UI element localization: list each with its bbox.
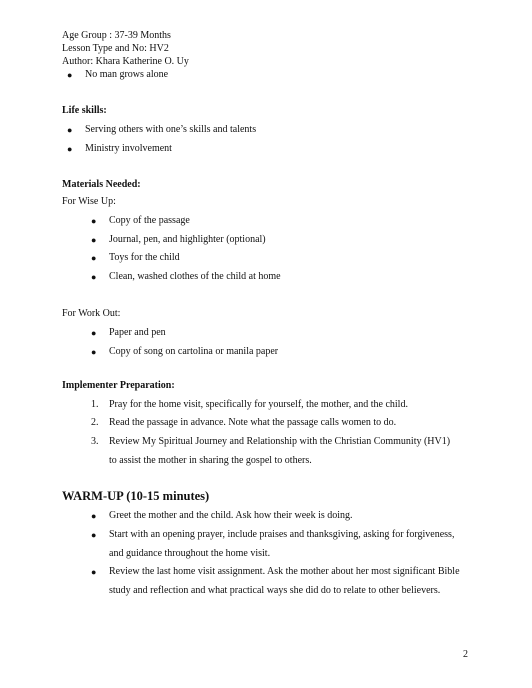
life-skill-item: Serving others with one’s skills and talents	[85, 124, 257, 135]
preparation-heading: Implementer Preparation:	[62, 380, 175, 391]
list-number: 2.	[91, 417, 99, 428]
work-out-item: Paper and pen	[109, 327, 166, 338]
bullet-icon: ●	[91, 511, 97, 521]
age-group: Age Group : 37-39 Months	[62, 30, 171, 41]
bullet-icon: ●	[91, 530, 97, 540]
header-bullet-text: No man grows alone	[85, 69, 169, 80]
warmup-item-continued: and guidance throughout the home visit.	[109, 548, 271, 559]
warmup-item-continued: study and reflection and what practical ways she did do to relate to other believers.	[109, 585, 441, 596]
bullet-icon: ●	[91, 253, 97, 263]
wise-up-item: Journal, pen, and highlighter (optional)	[109, 234, 266, 245]
warmup-item: Start with an opening prayer, include praises and thanksgiving, asking for forgiveness,	[109, 529, 455, 540]
bullet-icon: ●	[91, 235, 97, 245]
warmup-item: Review the last home visit assignment. Ask the mother about her most significant Bible	[109, 566, 460, 577]
wise-up-item: Toys for the child	[109, 252, 180, 263]
work-out-label: For Work Out:	[62, 308, 121, 319]
preparation-item: Read the passage in advance. Note what the passage calls women to do.	[109, 417, 397, 428]
life-skill-item: Ministry involvement	[85, 143, 172, 154]
wise-up-label: For Wise Up:	[62, 196, 116, 207]
wise-up-item: Copy of the passage	[109, 215, 190, 226]
preparation-item: Pray for the home visit, specifically for yourself, the mother, and the child.	[109, 399, 408, 410]
preparation-item-continued: to assist the mother in sharing the gospel to others.	[109, 455, 312, 466]
bullet-icon: ●	[67, 125, 73, 135]
bullet-icon: ●	[91, 216, 97, 226]
bullet-icon: ●	[91, 567, 97, 577]
bullet-icon: ●	[67, 70, 73, 80]
warmup-heading: WARM-UP (10-15 minutes)	[62, 489, 210, 503]
work-out-item: Copy of song on cartolina or manila paper	[109, 346, 279, 357]
warmup-item: Greet the mother and the child. Ask how their week is doing.	[109, 510, 353, 521]
materials-heading: Materials Needed:	[62, 179, 141, 190]
list-number: 1.	[91, 399, 99, 410]
life-skills-heading: Life skills:	[62, 105, 107, 116]
bullet-icon: ●	[67, 144, 73, 154]
wise-up-item: Clean, washed clothes of the child at home	[109, 271, 281, 282]
preparation-item: Review My Spiritual Journey and Relationship with the Christian Community (HV1)	[109, 436, 451, 447]
author: Author: Khara Katherine O. Uy	[62, 56, 189, 67]
bullet-icon: ●	[91, 347, 97, 357]
list-number: 3.	[91, 436, 99, 447]
bullet-icon: ●	[91, 272, 97, 282]
bullet-icon: ●	[91, 328, 97, 338]
lesson-type: Lesson Type and No: HV2	[62, 43, 169, 54]
page-number: 2	[463, 649, 468, 660]
